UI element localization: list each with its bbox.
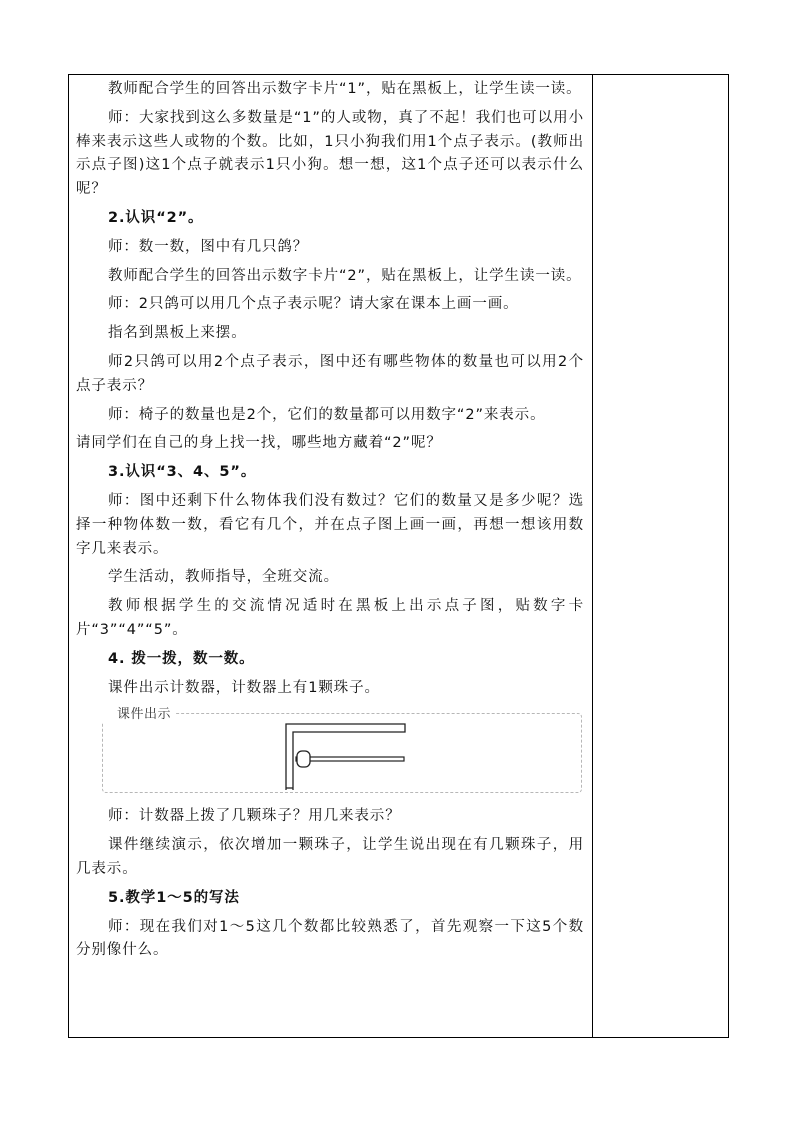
section-heading: 4. 拨一拨，数一数。 xyxy=(108,650,255,667)
paragraph: 课件出示计数器，计数器上有1颗珠子。 xyxy=(108,679,380,696)
paragraph: 师：计数器上拨了几颗珠子？用几来表示？ xyxy=(108,808,401,825)
lesson-content xyxy=(76,78,584,968)
paragraph: 师2只鸽可以用2个点子表示，图中还有哪些物体的数量也可以用2个点子表示？ xyxy=(76,353,584,394)
paragraph: 教师配合学生的回答出示数字卡片“1”，贴在黑板上，让学生读一读。 xyxy=(108,81,582,97)
table-column-divider xyxy=(592,74,593,1038)
courseware-card xyxy=(102,707,582,793)
section-heading: 3.认识“3、4、5”。 xyxy=(108,464,257,481)
courseware-label: 课件出示 xyxy=(99,703,175,722)
paragraph: 教师根据学生的交流情况适时在黑板上出示点子图，贴数字卡片“3”“4”“5”。 xyxy=(76,598,584,638)
paragraph: 师：图中还剩下什么物体我们没有数过？它们的数量又是多少呢？选择一种物体数一数，看它有几个，并在点子图上画一画，再想一想该用数字几来表示。 xyxy=(76,492,584,557)
paragraphs-after-card xyxy=(76,805,584,963)
paragraph: 师：大家找到这么多数量是“1”的人或物，真了不起！我们也可以用小棒来表示这些人或物的个数。比如，1只小狗我们用1个点子表示。(教师出示点子图)这1个点子就表示1只小狗。想一想，这1个点子还可以表示什么呢？ xyxy=(76,109,584,198)
paragraph: 师：椅子的数量也是2个，它们的数量都可以用数字“2”来表示。 xyxy=(108,406,546,423)
paragraph: 师：现在我们对1～5这几个数都比较熟悉了，首先观察一下这5个数分别像什么。 xyxy=(76,918,584,959)
paragraph: 请同学们在自己的身上找一找，哪些地方藏着“2”呢？ xyxy=(76,435,442,452)
paragraphs-before-card xyxy=(76,78,584,700)
paragraph: 师：数一数，图中有几只鸽？ xyxy=(108,238,309,255)
paragraph: 教师配合学生的回答出示数字卡片“2”，贴在黑板上，让学生读一读。 xyxy=(108,267,582,284)
section-heading: 2.认识“2”。 xyxy=(108,209,204,226)
paragraph: 学生活动，教师指导，全班交流。 xyxy=(108,569,339,586)
paragraph: 指名到黑板上来摆。 xyxy=(108,325,247,342)
paragraph: 师：2只鸽可以用几个点子表示呢？请大家在课本上画一画。 xyxy=(108,296,519,313)
abacus-image xyxy=(283,722,408,790)
section-heading: 5.教学1～5的写法 xyxy=(108,889,240,906)
paragraph: 课件继续演示，依次增加一颗珠子，让学生说出现在有几颗珠子，用几表示。 xyxy=(76,837,584,877)
